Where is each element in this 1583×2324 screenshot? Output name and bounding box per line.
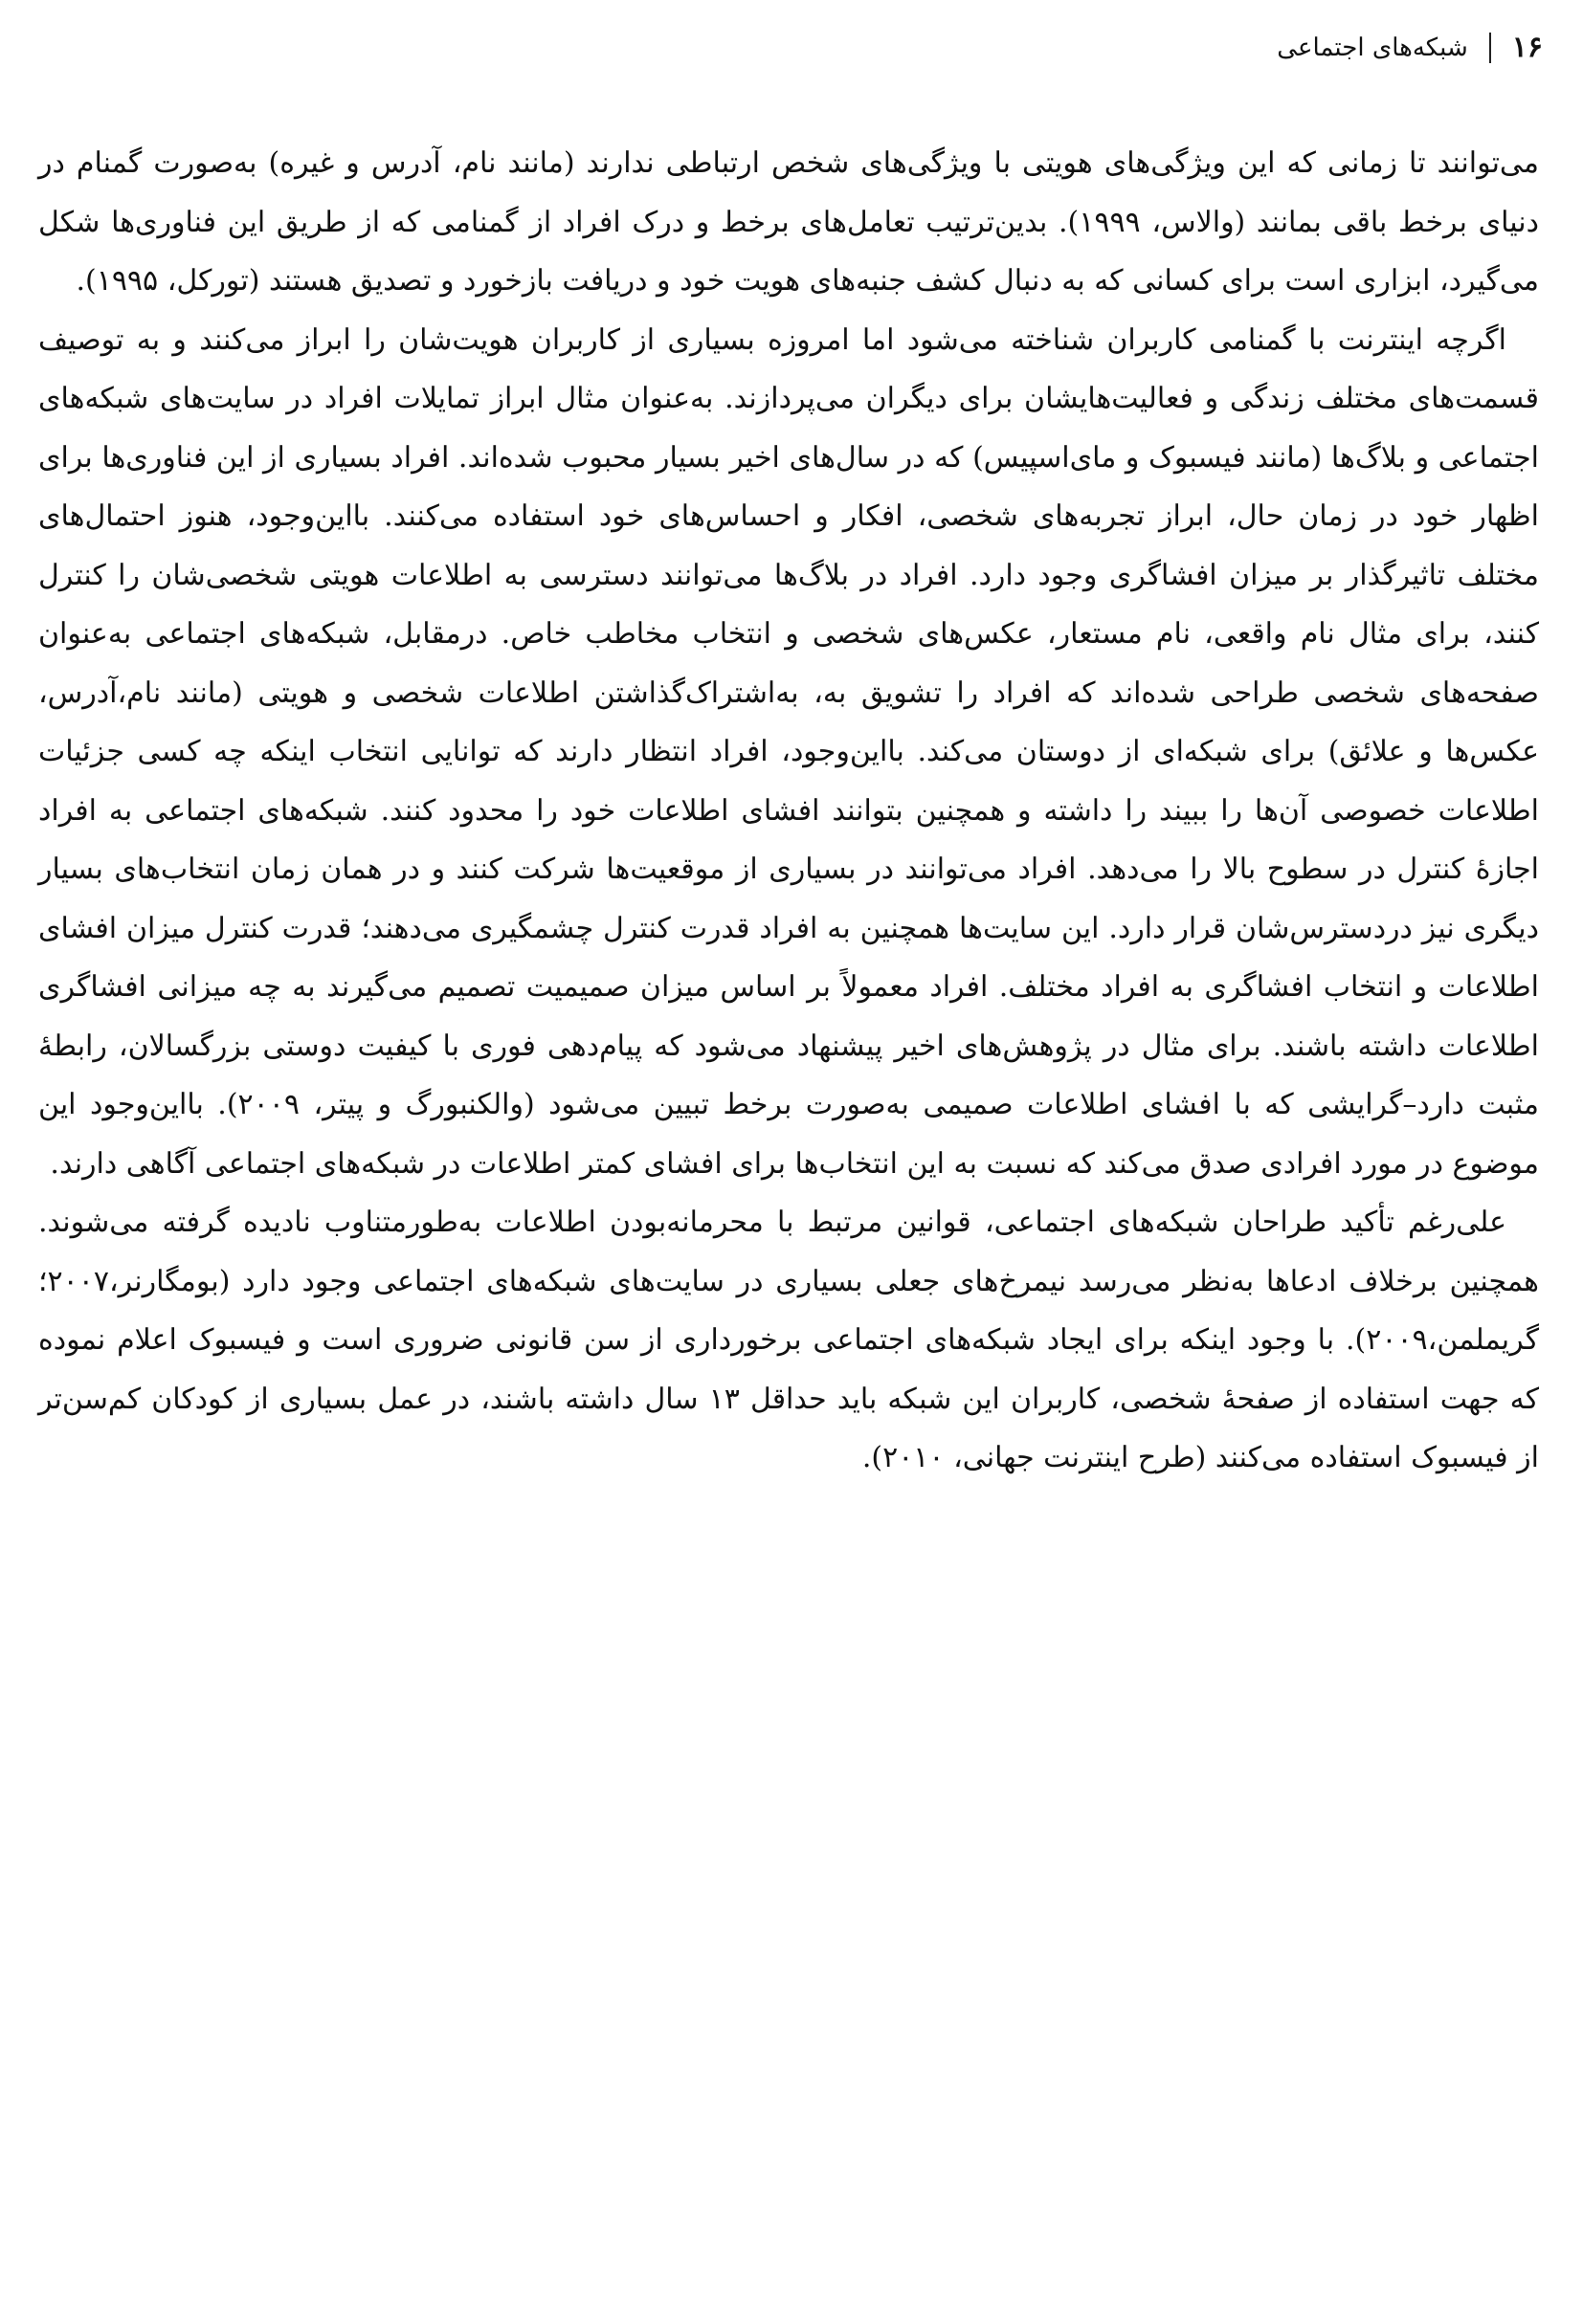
header-divider bbox=[1489, 33, 1491, 63]
chapter-title: شبکه‌های اجتماعی bbox=[1277, 33, 1468, 62]
paragraph-3: علی‌رغم تأکید طراحان شبکه‌های اجتماعی، قوانین مرتبط با محرمانه‌بودن اطلاعات به‌طورمتناوب نادیده گرفته می‌شوند. همچنین برخلاف ادعاها به‌نظر می‌رسد نیمرخ‌های جعلی بسیاری در سایت‌های شبکه‌های اجتماعی وجود دارد (بومگارنر،۲۰۰۷؛ گریملمن،۲۰۰۹). با وجود اینکه برای ایجاد شبکه‌های اجتماعی برخورداری از سن قانونی ضروری است و فیسبوک اعلام نموده که جهت استفاده از صفحهٔ شخصی، کاربران این شبکه باید حداقل ۱۳ سال داشته باشند، در عمل بسیاری از کودکان کم‌سن‌تر از فیسبوک استفاده می‌کنند (طرح اینترنت جهانی، ۲۰۱۰). bbox=[38, 1206, 1539, 1474]
paragraph-2: اگرچه اینترنت با گمنامی کاربران شناخته می‌شود اما امروزه بسیاری از کاربران هویت‌شان را ابراز می‌کنند و به توصیف قسمت‌های مختلف زندگی و فعالیت‌هایشان برای دیگران می‌پردازند. به‌عنوان مثال ابراز تمایلات افراد در سایت‌های شبکه‌های اجتماعی و بلاگ‌ها (مانند فیسبوک و مای‌اسپیس) که در سال‌های اخیر بسیار محبوب شده‌اند. افراد بسیاری از این فناوری‌ها برای اظهار خود در زمان حال، ابراز تجربه‌های شخصی، افکار و احساس‌های خود استفاده می‌کنند. بااین‌وجود، هنوز احتمال‌های مختلف تاثیرگذار بر میزان افشاگری وجود دارد. افراد در بلاگ‌ها می‌توانند دسترسی به اطلاعات هویتی شخصی‌شان را کنترل کنند، برای مثال نام واقعی، نام مستعار، عکس‌های شخصی و انتخاب مخاطب خاص. درمقابل، شبکه‌های اجتماعی به‌عنوان صفحه‌های شخصی طراحی شده‌اند که افراد را تشویق به، به‌اشتراک‌گذاشتن اطلاعات شخصی و هویتی (مانند نام،آدرس، عکس‌ها و علائق) برای شبکه‌ای از دوستان می‌کند. بااین‌وجود، افراد انتظار دارند که توانایی انتخاب اینکه چه کسی جزئیات اطلاعات خصوصی آن‌ها را ببیند را داشته و همچنین بتوانند افشای اطلاعات خود را محدود کنند. شبکه‌های اجتماعی به افراد اجازهٔ کنترل در سطوح بالا را می‌دهد. افراد می‌توانند در بسیاری از موقعیت‌ها شرکت کنند و در همان زمان انتخاب‌های بسیار دیگری نیز دردسترس‌شان قرار دارد. این سایت‌ها همچنین به افراد قدرت کنترل چشمگیری می‌دهند؛ قدرت کنترل میزان افشای اطلاعات و انتخاب افشاگری به افراد مختلف. افراد معمولاً بر اساس میزان صمیمیت تصمیم می‌گیرند به چه میزانی افشاگری اطلاعات داشته باشند. برای مثال در پژوهش‌های اخیر پیشنهاد می‌شود که پیام‌دهی فوری با کیفیت دوستی بزرگسالان، رابطهٔ مثبت دارد–گرایشی که با افشای اطلاعات صمیمی به‌صورت برخط تبیین می‌شود (والکنبورگ و پیتر، ۲۰۰۹). بااین‌وجود این موضوع در مورد افرادی صدق می‌کند که نسبت به این انتخاب‌ها برای افشای کمتر اطلاعات در شبکه‌های اجتماعی آگاهی دارند. bbox=[38, 322, 1540, 1181]
page-number: ۱۶ bbox=[1511, 31, 1543, 64]
body-text bbox=[38, 134, 1539, 1488]
running-header bbox=[1277, 27, 1543, 69]
paragraph-1: می‌توانند تا زمانی که این ویژگی‌های هویتی با ویژگی‌های شخص ارتباطی ندارند (مانند نام، آدرس و غیره) به‌صورت گمنام در دنیای برخط باقی بمانند (والاس، ۱۹۹۹). بدین‌ترتیب تعامل‌های برخط و درک افراد از گمنامی که از طریق این فناوری‌ها شکل می‌گیرد، ابزاری است برای کسانی که به دنبال کشف جنبه‌های هویت خود و دریافت بازخورد و تصدیق هستند (تورکل، ۱۹۹۵). bbox=[38, 146, 1539, 298]
